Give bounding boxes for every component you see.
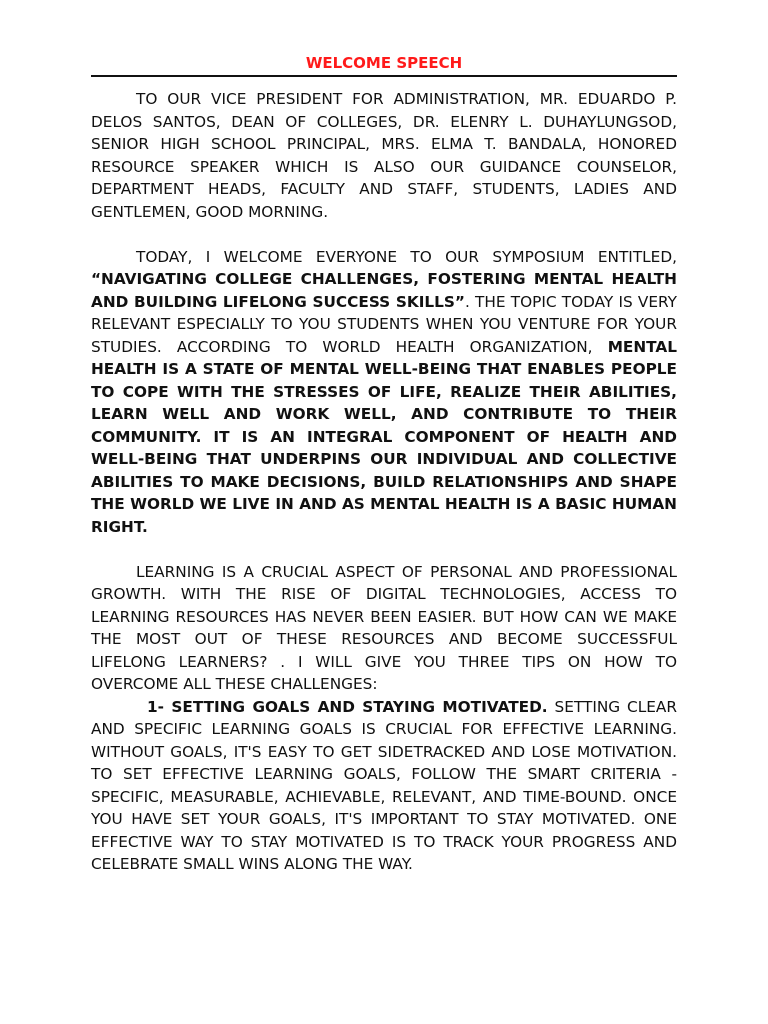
tip-one-heading: 1- SETTING GOALS AND STAYING MOTIVATED. <box>147 697 548 716</box>
mental-health-definition-text: MENTAL HEALTH IS A STATE OF MENTAL WELL-BEING THAT ENABLES PEOPLE TO COPE WITH THE STRESSES OF LIFE, REALIZE THEIR ABILITIES, LEARN WELL AND WORK WELL, AND CONTRIBUTE TO THEIR COMMUNITY. IT IS AN INTEGRAL COMPONENT OF HEALTH AND WELL-BEING THAT UNDERPINS OUR INDIVIDUAL AND COLLECTIVE ABILITIES TO MAKE DECISIONS, BUILD RELATIONSHIPS AND SHAPE THE WORLD WE LIVE IN AND AS MENTAL HEALTH IS A BASIC HUMAN RIGHT. <box>91 337 677 536</box>
greeting-paragraph: TO OUR VICE PRESIDENT FOR ADMINISTRATION, MR. EDUARDO P. DELOS SANTOS, DEAN OF COLLEGES, DR. ELENRY L. DUHAYLUNGSOD, SENIOR HIGH SCHOOL PRINCIPAL, MRS. ELMA T. BANDALA, HONORED RESOURCE SPEAKER WHICH IS ALSO OUR GUIDANCE COUNSELOR, DEPARTMENT HEADS, FACULTY AND STAFF, STUDENTS, LADIES AND GENTLEMEN, GOOD MORNING. <box>91 90 677 221</box>
tip-one-paragraph <box>91 696 677 876</box>
page-title: WELCOME SPEECH <box>305 54 463 72</box>
symposium-intro-text: TODAY, I WELCOME EVERYONE TO OUR SYMPOSIUM ENTITLED, <box>136 247 677 266</box>
document-page <box>91 52 677 876</box>
learning-paragraph: LEARNING IS A CRUCIAL ASPECT OF PERSONAL AND PROFESSIONAL GROWTH. WITH THE RISE OF DIGITAL TECHNOLOGIES, ACCESS TO LEARNING RESOURCES HAS NEVER BEEN EASIER. BUT HOW CAN WE MAKE THE MOST OUT OF THESE RESOURCES AND BECOME SUCCESSFUL LIFELONG LEARNERS? . I WILL GIVE YOU THREE TIPS ON HOW TO OVERCOME ALL THESE CHALLENGES: <box>91 562 677 693</box>
symposium-paragraph <box>91 246 677 539</box>
title-underline <box>91 75 677 77</box>
tip-one-body: SETTING CLEAR AND SPECIFIC LEARNING GOALS IS CRUCIAL FOR EFFECTIVE LEARNING. WITHOUT GOALS, IT'S EASY TO GET SIDETRACKED AND LOSE MOTIVATION. TO SET EFFECTIVE LEARNING GOALS, FOLLOW THE SMART CRITERIA - SPECIFIC, MEASURABLE, ACHIEVABLE, RELEVANT, AND TIME-BOUND. ONCE YOU HAVE SET YOUR GOALS, IT'S IMPORTANT TO STAY MOTIVATED. ONE EFFECTIVE WAY TO STAY MOTIVATED IS TO TRACK YOUR PROGRESS AND CELEBRATE SMALL WINS ALONG THE WAY. <box>91 697 677 873</box>
symposium-middle-text: . THE TOPIC TODAY IS VERY RELEVANT ESPECIALLY TO YOU STUDENTS WHEN YOU VENTURE FOR YOUR STUDIES. ACCORDING TO WORLD HEALTH ORGANIZATION, <box>91 292 677 356</box>
symposium-title-text: “NAVIGATING COLLEGE CHALLENGES, FOSTERING MENTAL HEALTH AND BUILDING LIFELONG SUCCESS SKILLS” <box>91 270 677 311</box>
